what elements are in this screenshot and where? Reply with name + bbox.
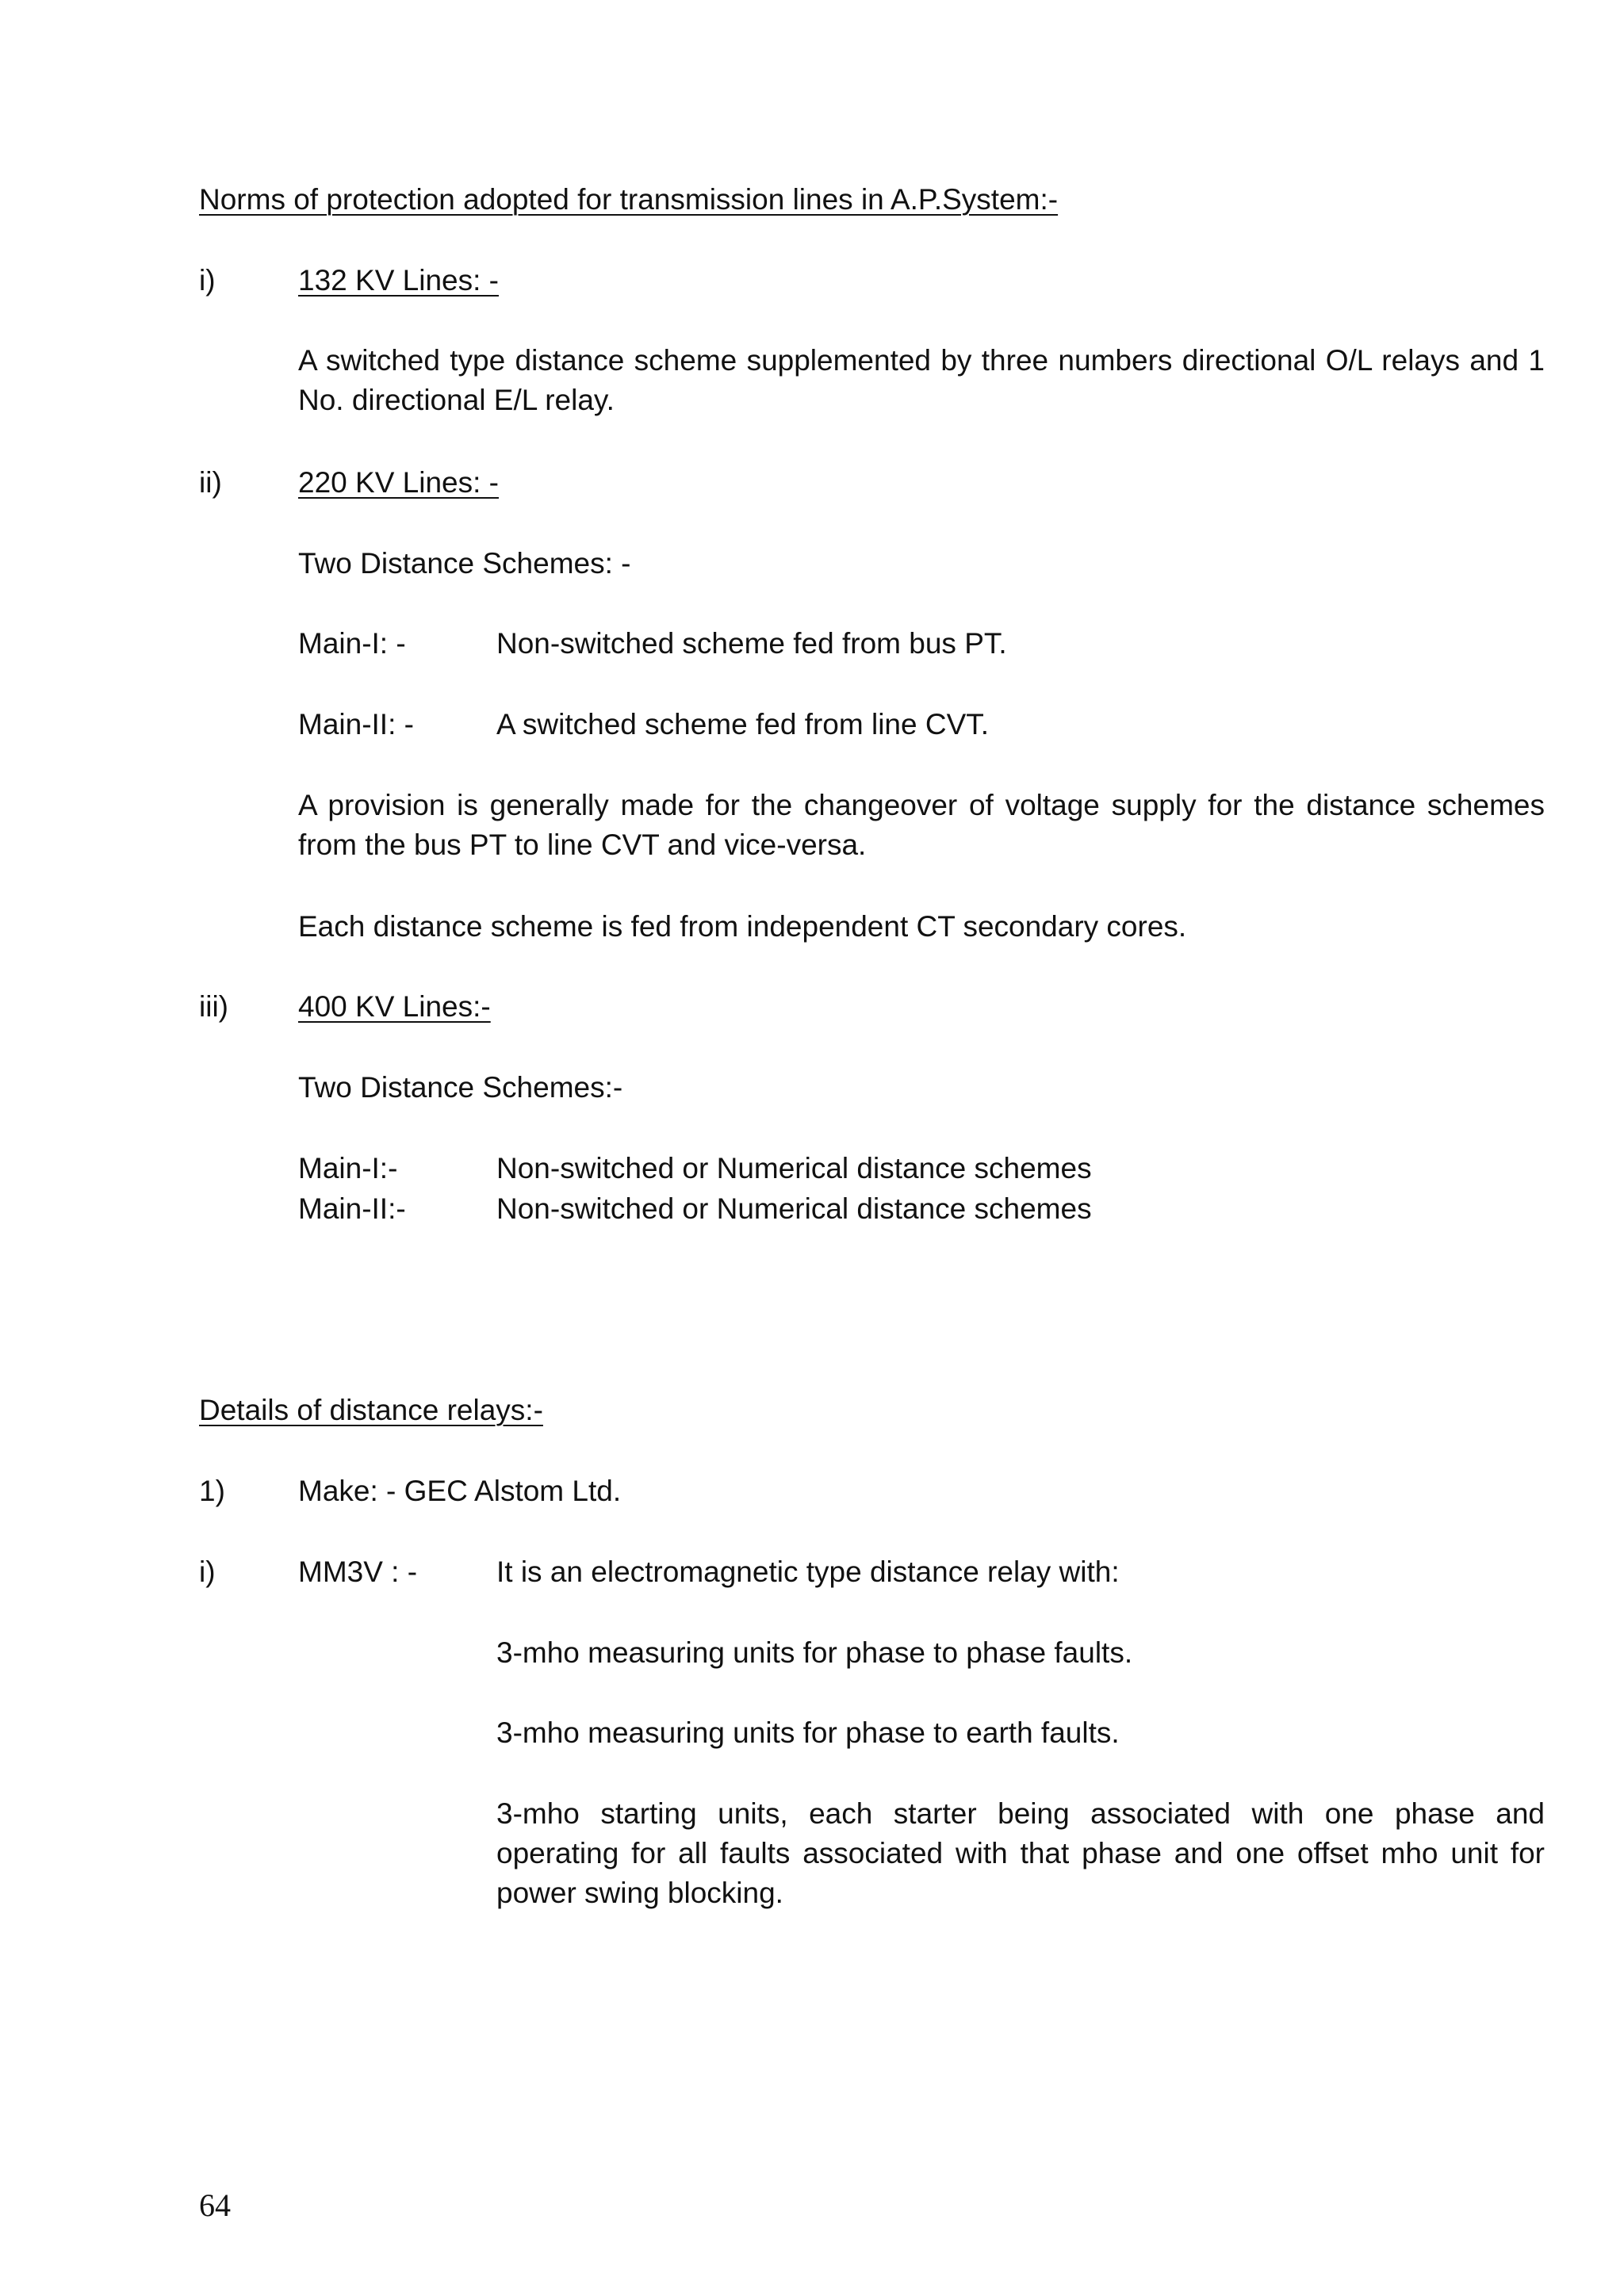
item-2-title: 220 KV Lines: - <box>298 466 499 499</box>
item-2-main1-label: Main-I: - <box>298 627 406 660</box>
item-1-title: 132 KV Lines: - <box>298 264 499 297</box>
make-number: 1) <box>199 1475 225 1507</box>
item-1-text: A switched type distance scheme supplemented by three numbers directional O/L relays and 1 No. directional E/L relay. <box>298 344 1545 416</box>
mm3v-number: i) <box>199 1556 216 1588</box>
item-2-each: Each distance scheme is fed from independent CT secondary cores. <box>298 910 1187 943</box>
make-text: Make: - GEC Alstom Ltd. <box>298 1475 622 1507</box>
item-1-number: i) <box>199 264 216 297</box>
item-3-intro: Two Distance Schemes:- <box>298 1071 623 1104</box>
item-2-main2-text: A switched scheme fed from line CVT. <box>496 708 990 740</box>
mm3v-label: MM3V : - <box>298 1556 418 1588</box>
mm3v-text-2: 3-mho measuring units for phase to phase faults. <box>496 1636 1133 1669</box>
item-2-main1-text: Non-switched scheme fed from bus PT. <box>496 627 1007 660</box>
item-3-number: iii) <box>199 990 228 1023</box>
item-3-main2-label: Main-II:- <box>298 1192 406 1225</box>
mm3v-text-1: It is an electromagnetic type distance relay with: <box>496 1556 1120 1588</box>
item-2-intro: Two Distance Schemes: - <box>298 547 631 580</box>
heading-norms: Norms of protection adopted for transmission lines in A.P.System:- <box>199 183 1059 216</box>
page-number: 64 <box>199 2187 231 2223</box>
item-3-main2-text: Non-switched or Numerical distance schemes <box>496 1192 1092 1225</box>
item-3-main1-text: Non-switched or Numerical distance schemes <box>496 1152 1092 1184</box>
item-2-number: ii) <box>199 466 222 499</box>
item-3-title: 400 KV Lines:- <box>298 990 491 1023</box>
item-2-provision: A provision is generally made for the changeover of voltage supply for the distance schemes from the bus PT to line CVT and vice-versa. <box>298 789 1545 861</box>
item-3-main1-label: Main-I:- <box>298 1152 398 1184</box>
mm3v-text-3: 3-mho measuring units for phase to earth faults. <box>496 1716 1120 1749</box>
item-2-main2-label: Main-II: - <box>298 708 414 740</box>
heading-details: Details of distance relays:- <box>199 1394 543 1426</box>
mm3v-text-4: 3-mho starting units, each starter being associated with one phase and operating for all faults associated with that phase and one offset mho unit for power swing blocking. <box>496 1797 1545 1909</box>
